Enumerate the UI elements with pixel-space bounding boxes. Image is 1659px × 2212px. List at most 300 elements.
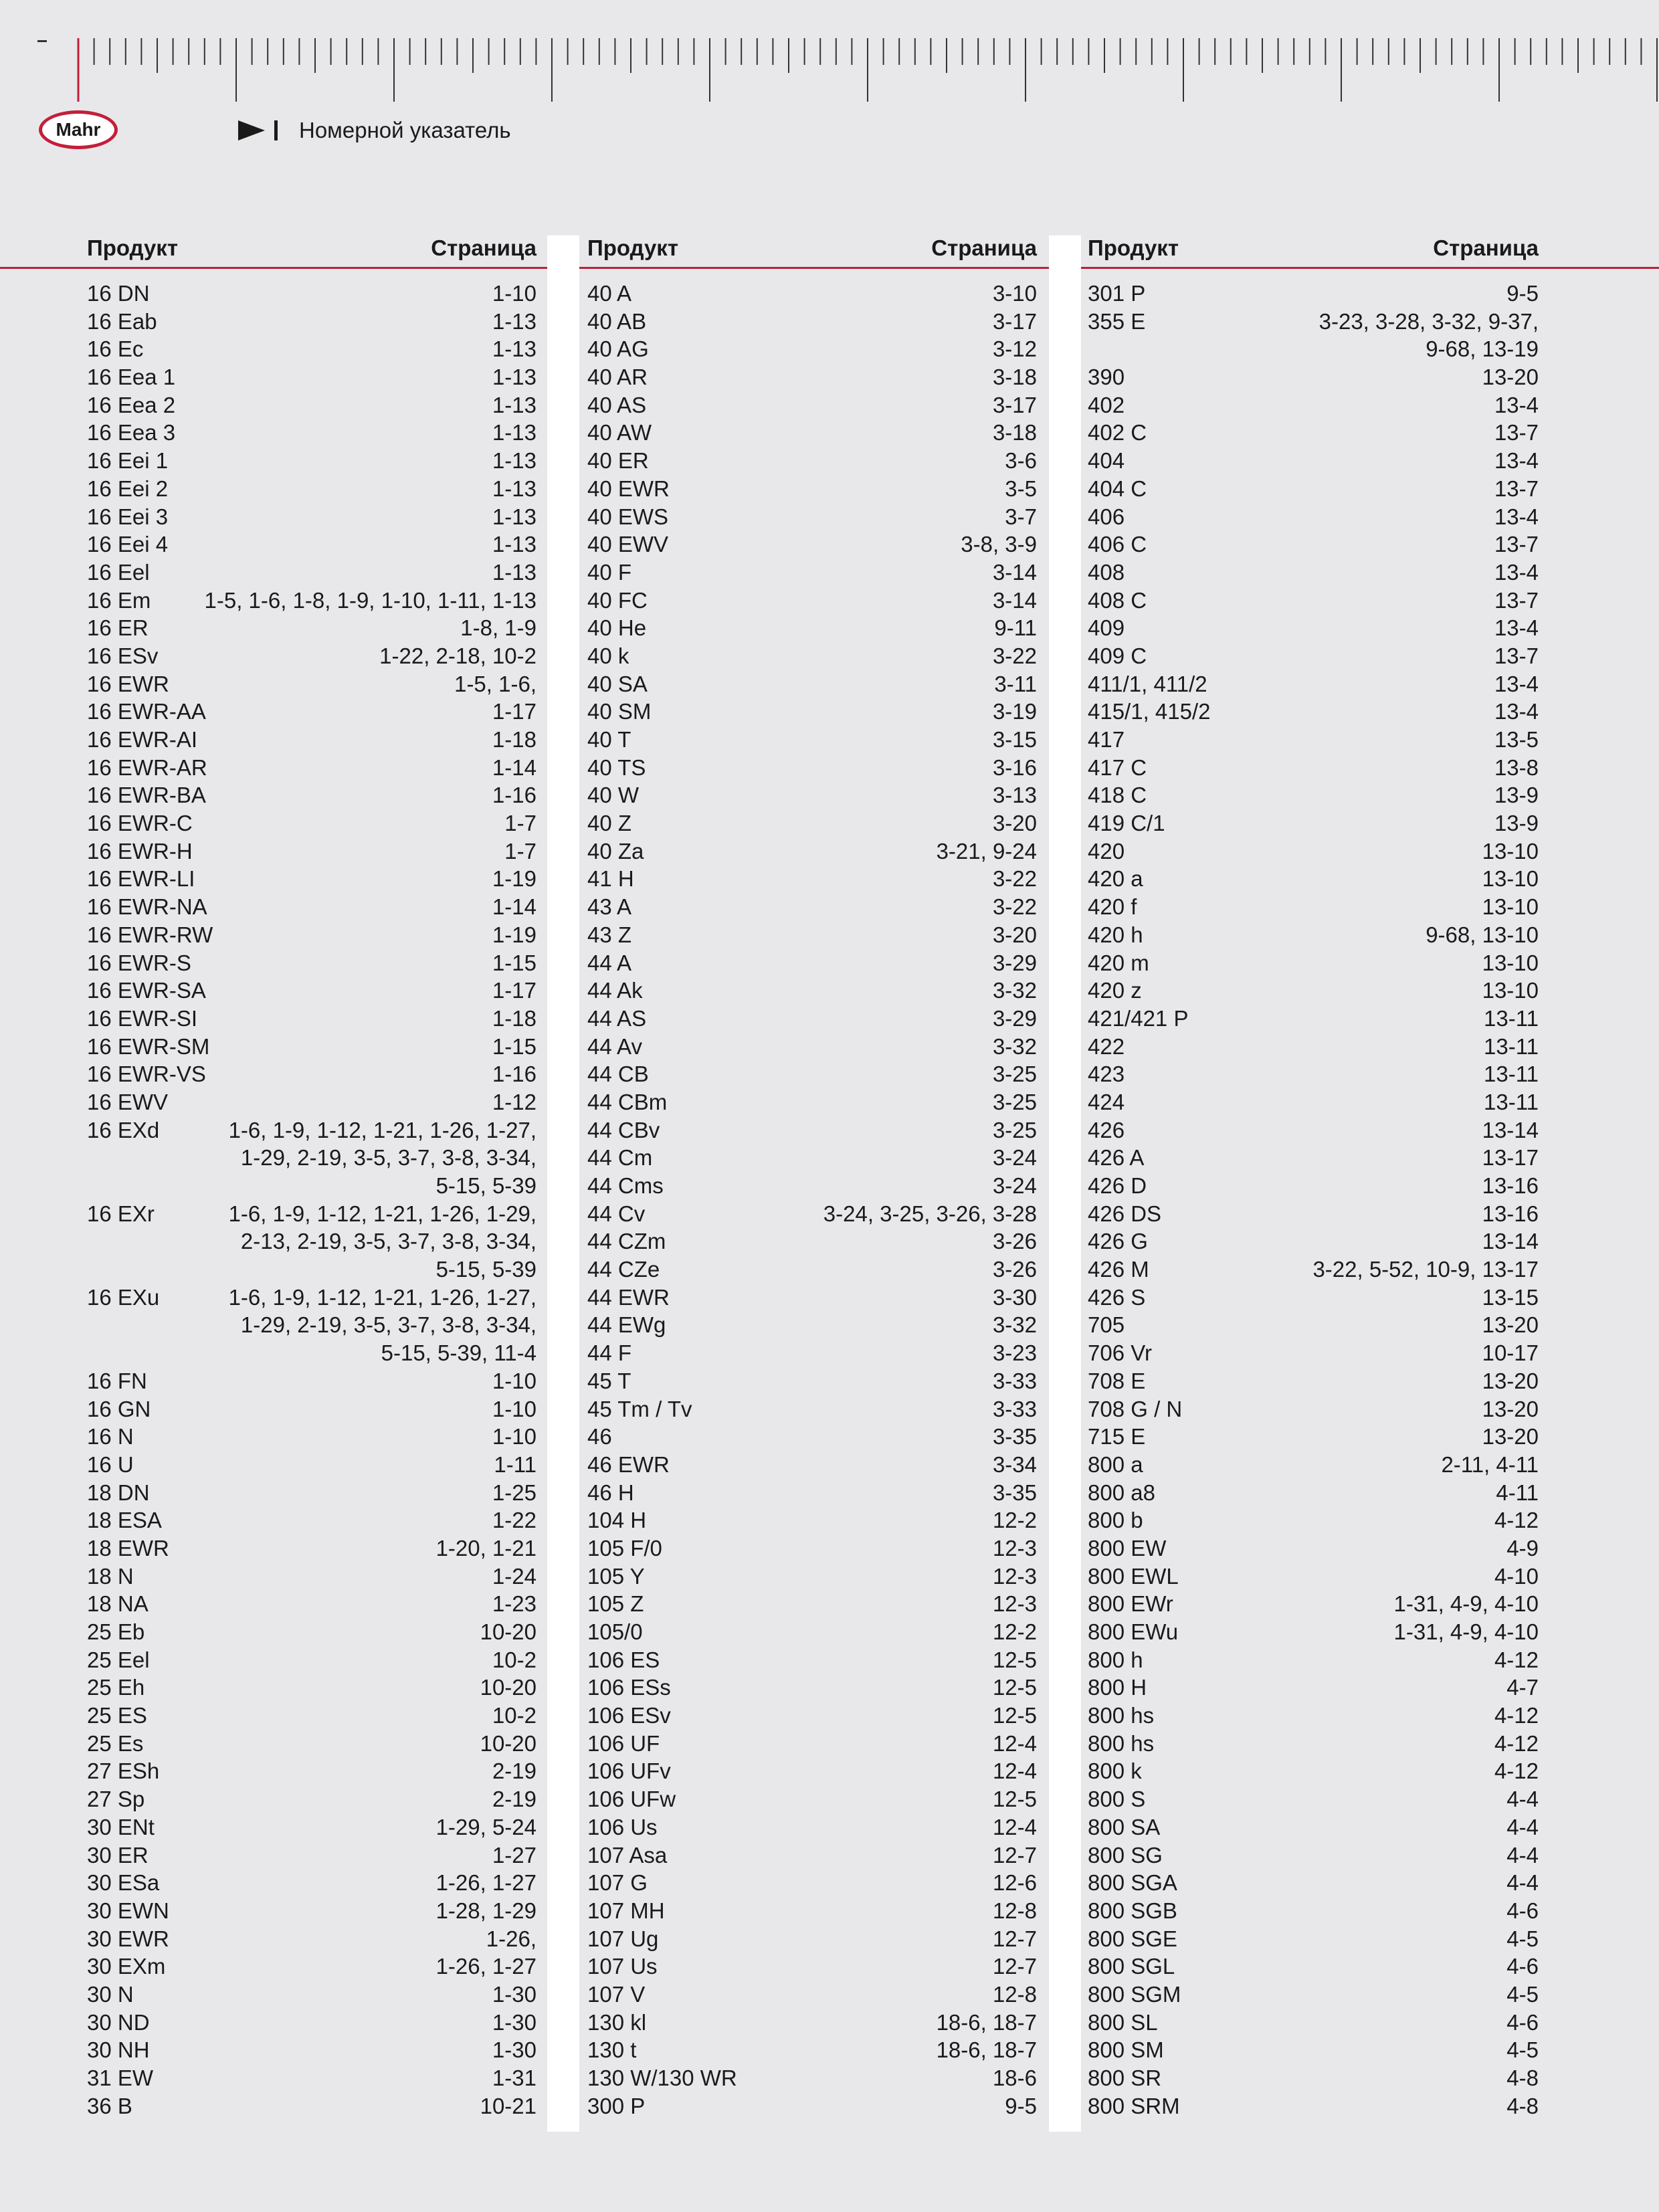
index-row — [87, 1925, 536, 1953]
product-code: 16 EWR-S — [87, 950, 191, 975]
product-code: 421/421 P — [1088, 1005, 1189, 1031]
product-code: 40 EWR — [587, 476, 670, 501]
index-row — [87, 726, 536, 754]
index-row — [87, 1200, 536, 1228]
column-header — [587, 231, 1037, 265]
index-row — [587, 670, 1037, 698]
product-code: 417 C — [1088, 755, 1147, 780]
product-code: 800 SL — [1088, 2009, 1158, 2035]
product-code: 16 U — [87, 1451, 134, 1477]
index-row — [1088, 1451, 1539, 1479]
product-code: 420 m — [1088, 950, 1149, 975]
product-code: 301 P — [1088, 281, 1146, 306]
product-code: 106 ESs — [587, 1675, 671, 1700]
product-code: 420 a — [1088, 866, 1143, 892]
product-code: 106 UF — [587, 1730, 660, 1756]
page-ref: 5-15, 5-39 — [435, 1173, 536, 1198]
page-ref: 12-4 — [992, 1758, 1037, 1784]
index-row — [1088, 1423, 1539, 1451]
index-row — [87, 1897, 536, 1925]
index-row — [587, 2036, 1037, 2064]
page-ref: 2-19 — [492, 1787, 536, 1812]
index-row — [1088, 977, 1539, 1005]
product-code: 715 E — [1088, 1424, 1146, 1449]
page-ref: 12-5 — [992, 1675, 1037, 1700]
page-ref: 12-3 — [992, 1591, 1037, 1617]
page-ref: 4-5 — [1506, 1981, 1539, 2007]
page-ref: 3-14 — [992, 587, 1037, 613]
page-ref: 1-17 — [492, 978, 536, 1003]
product-code: 419 C/1 — [1088, 811, 1165, 836]
product-code: 16 FN — [87, 1368, 147, 1393]
index-row — [587, 559, 1037, 587]
index-row — [1088, 391, 1539, 419]
column-header — [1088, 231, 1539, 265]
product-code: 16 EWR-AR — [87, 755, 207, 780]
product-code: 25 Eh — [87, 1675, 145, 1700]
page-ref: 4-4 — [1506, 1870, 1539, 1896]
page-ref: 18-6, 18-7 — [936, 2009, 1037, 2035]
page-ref: 13-20 — [1482, 1312, 1539, 1338]
product-code: 708 E — [1088, 1368, 1146, 1393]
product-code: 27 ESh — [87, 1758, 160, 1784]
index-row — [1088, 1060, 1539, 1088]
page-ref: 3-34 — [992, 1451, 1037, 1477]
page-ref: 3-6 — [1005, 448, 1037, 474]
index-row — [587, 308, 1037, 336]
page-ref: 13-4 — [1494, 699, 1539, 724]
page-ref: 13-15 — [1482, 1284, 1539, 1310]
index-row — [587, 587, 1037, 615]
page-ref: 13-4 — [1494, 671, 1539, 696]
product-code: 800 SG — [1088, 1842, 1163, 1868]
index-row — [87, 2064, 536, 2092]
index-row — [587, 1618, 1037, 1646]
page-ref: 1-6, 1-9, 1-12, 1-21, 1-26, 1-27, — [228, 1117, 536, 1142]
index-row — [87, 1060, 536, 1088]
page-ref: 1-16 — [492, 1062, 536, 1087]
product-code: 106 ES — [587, 1647, 660, 1672]
page-ref: 3-32 — [992, 1033, 1037, 1059]
page-ref: 13-11 — [1484, 1033, 1539, 1059]
index-row — [1088, 559, 1539, 587]
page-ref: 3-20 — [992, 922, 1037, 947]
index-row — [587, 1339, 1037, 1367]
index-row — [87, 698, 536, 726]
product-code: 415/1, 415/2 — [1088, 699, 1211, 724]
page-ref: 4-6 — [1506, 2009, 1539, 2035]
index-row — [87, 1702, 536, 1730]
page-ref: 9-68, 13-19 — [1426, 336, 1539, 362]
product-code: 46 — [587, 1424, 612, 1449]
page-ref: 3-33 — [992, 1368, 1037, 1393]
index-row — [1088, 1757, 1539, 1785]
page-ref: 1-14 — [492, 755, 536, 780]
index-row — [1088, 1897, 1539, 1925]
page-ref: 4-8 — [1506, 2066, 1539, 2090]
product-code: 31 EW — [87, 2066, 154, 2090]
index-row — [1088, 419, 1539, 447]
page-ref: 13-11 — [1484, 1089, 1539, 1114]
page-ref: 1-20, 1-21 — [435, 1535, 536, 1561]
page-ref: 1-30 — [492, 2037, 536, 2063]
section-title: Номерной указатель — [299, 118, 511, 142]
page-ref: 12-4 — [992, 1730, 1037, 1756]
page-ref: 4-6 — [1506, 1898, 1539, 1923]
index-row — [587, 335, 1037, 363]
index-row — [587, 1674, 1037, 1702]
page-ref: 13-7 — [1494, 420, 1539, 445]
index-row — [587, 1646, 1037, 1674]
product-code: 409 C — [1088, 643, 1147, 668]
page-ref: 13-7 — [1494, 476, 1539, 501]
page-ref: 13-16 — [1482, 1201, 1539, 1226]
product-code: 105 Z — [587, 1591, 644, 1617]
page-ref: 3-21, 9-24 — [936, 838, 1037, 864]
page-ref: 3-7 — [1005, 504, 1037, 529]
index-row — [87, 1563, 536, 1591]
page-ref: 13-4 — [1494, 448, 1539, 474]
page-ref: 12-6 — [992, 1870, 1037, 1896]
product-code: 16 EWR-H — [87, 838, 193, 864]
index-row — [1088, 893, 1539, 921]
product-code: 44 CZe — [587, 1257, 660, 1282]
index-row — [87, 475, 536, 503]
page-ref: 4-7 — [1506, 1675, 1539, 1700]
page-ref: 3-14 — [992, 559, 1037, 585]
index-row — [587, 1925, 1037, 1953]
product-code: 30 ER — [87, 1842, 149, 1868]
index-row — [87, 1590, 536, 1618]
page-ref: 3-25 — [992, 1089, 1037, 1114]
page-ref: 1-10 — [492, 1368, 536, 1393]
page-ref: 4-8 — [1506, 2093, 1539, 2118]
page-ref: 3-24, 3-25, 3-26, 3-28 — [823, 1201, 1037, 1226]
page-ref: 3-29 — [992, 950, 1037, 975]
product-code: 44 CB — [587, 1062, 649, 1087]
index-rows — [1088, 280, 1539, 2120]
index-row — [1088, 1172, 1539, 1200]
index-row — [587, 977, 1037, 1005]
product-code: 800 SRM — [1088, 2093, 1180, 2118]
page-header: Страница — [1433, 235, 1539, 260]
index-column-1 — [87, 231, 536, 2118]
index-row — [87, 1395, 536, 1423]
product-code: 800 EW — [1088, 1535, 1167, 1561]
page-ref: 3-17 — [992, 392, 1037, 417]
index-row — [1088, 2092, 1539, 2120]
page-ref: 12-5 — [992, 1787, 1037, 1812]
index-row — [1088, 280, 1539, 308]
index-row — [87, 809, 536, 837]
index-row — [87, 391, 536, 419]
index-row — [1088, 1033, 1539, 1061]
product-code: 800 SGL — [1088, 1954, 1175, 1979]
index-row — [1088, 1284, 1539, 1312]
column-header — [87, 231, 536, 265]
index-row — [87, 781, 536, 809]
index-row — [587, 614, 1037, 642]
index-row — [87, 2092, 536, 2120]
product-code: 30 EWN — [87, 1898, 169, 1923]
page-ref: 12-4 — [992, 1814, 1037, 1839]
product-code: 40 SA — [587, 671, 648, 696]
page-ref: 3-35 — [992, 1480, 1037, 1505]
product-code: 355 E — [1088, 308, 1146, 334]
product-code: 420 h — [1088, 922, 1143, 947]
product-code: 800 SGA — [1088, 1870, 1177, 1896]
product-code: 30 N — [87, 1981, 134, 2007]
page-ref: 1-18 — [492, 727, 536, 752]
product-code: 44 Ak — [587, 978, 643, 1003]
index-row — [87, 1981, 536, 2009]
index-row — [1088, 1339, 1539, 1367]
index-row — [1088, 1395, 1539, 1423]
index-row — [587, 1395, 1037, 1423]
product-code: 44 Cm — [587, 1145, 653, 1171]
index-row — [1088, 363, 1539, 391]
index-row — [1088, 1590, 1539, 1618]
page-ref: 3-33 — [992, 1396, 1037, 1421]
index-row — [587, 1116, 1037, 1144]
page-ref: 3-24 — [992, 1145, 1037, 1171]
page-ref: 1-22 — [492, 1508, 536, 1533]
index-row — [1088, 837, 1539, 866]
product-code: 800 H — [1088, 1675, 1147, 1700]
section-header — [238, 114, 511, 147]
index-row — [1088, 1674, 1539, 1702]
product-code: 18 DN — [87, 1480, 150, 1505]
product-code: 16 Eei 3 — [87, 504, 169, 529]
index-row — [87, 1144, 536, 1172]
page-ref: 1-8, 1-9 — [460, 615, 536, 641]
index-row — [1088, 809, 1539, 837]
page-ref: 1-5, 1-6, — [454, 671, 536, 696]
product-code: 40 AG — [587, 336, 649, 362]
index-row — [587, 1423, 1037, 1451]
page-ref: 4-4 — [1506, 1842, 1539, 1868]
product-code: 426 A — [1088, 1145, 1145, 1171]
index-row — [87, 670, 536, 698]
product-code: 44 CBm — [587, 1089, 668, 1114]
product-code: 18 ESA — [87, 1508, 162, 1533]
page-ref: 4-12 — [1494, 1703, 1539, 1728]
index-row — [87, 1116, 536, 1144]
index-row — [87, 865, 536, 893]
product-code: 16 GN — [87, 1396, 151, 1421]
page-ref: 13-14 — [1482, 1117, 1539, 1142]
page-ref: 13-10 — [1482, 978, 1539, 1003]
index-row — [1088, 1925, 1539, 1953]
product-code: 40 EWS — [587, 504, 669, 529]
page-ref: 10-17 — [1482, 1340, 1539, 1366]
page-ref: 1-25 — [492, 1480, 536, 1505]
page-ref: 13-20 — [1482, 1424, 1539, 1449]
page-ref: 4-4 — [1506, 1787, 1539, 1812]
page-ref: 1-6, 1-9, 1-12, 1-21, 1-26, 1-29, — [228, 1201, 536, 1226]
page-ref: 3-26 — [992, 1229, 1037, 1254]
index-row — [1088, 503, 1539, 531]
index-row — [587, 1534, 1037, 1563]
page-ref: 1-15 — [492, 950, 536, 975]
product-code: 408 C — [1088, 587, 1147, 613]
page-ref: 12-7 — [992, 1926, 1037, 1951]
page-ref: 1-13 — [492, 336, 536, 362]
index-row — [587, 949, 1037, 977]
page-ref: 9-68, 13-10 — [1426, 922, 1539, 947]
product-code: 424 — [1088, 1089, 1125, 1114]
page-ref: 3-13 — [992, 783, 1037, 808]
product-code: 404 C — [1088, 476, 1147, 501]
index-row — [87, 754, 536, 782]
page-ref: 1-19 — [492, 866, 536, 892]
index-row — [87, 921, 536, 949]
product-code: 426 G — [1088, 1229, 1148, 1254]
column-separator-2 — [1049, 235, 1081, 2132]
page-ref: 12-8 — [992, 1981, 1037, 2007]
index-row — [87, 1841, 536, 1870]
index-row — [1088, 1981, 1539, 2009]
index-row — [1088, 1869, 1539, 1897]
index-rows — [87, 280, 536, 2120]
page-ref: 4-12 — [1494, 1730, 1539, 1756]
index-row — [1088, 447, 1539, 475]
product-code: 16 Eea 3 — [87, 420, 176, 445]
page-ref: 3-16 — [992, 755, 1037, 780]
page-ref: 12-8 — [992, 1898, 1037, 1923]
index-row — [1088, 1813, 1539, 1841]
index-row — [587, 1563, 1037, 1591]
page-ref: 12-7 — [992, 1954, 1037, 1979]
product-code: 30 EXm — [87, 1954, 166, 1979]
product-code: 800 EWL — [1088, 1563, 1179, 1589]
product-code: 46 EWR — [587, 1451, 670, 1477]
index-row — [587, 642, 1037, 670]
product-code: 800 S — [1088, 1787, 1146, 1812]
product-code: 16 Ec — [87, 336, 144, 362]
product-code: 44 Cv — [587, 1201, 646, 1226]
index-row — [587, 809, 1037, 837]
product-code: 800 hs — [1088, 1730, 1155, 1756]
page-ref: 3-32 — [992, 1312, 1037, 1338]
index-row — [87, 1451, 536, 1479]
page-ref: 1-29, 2-19, 3-5, 3-7, 3-8, 3-34, — [240, 1312, 536, 1338]
page-ref: 5-15, 5-39, 11-4 — [381, 1340, 536, 1366]
page-ref: 4-6 — [1506, 1954, 1539, 1979]
product-code: 800 a — [1088, 1451, 1143, 1477]
index-row — [587, 921, 1037, 949]
index-row — [1088, 1088, 1539, 1116]
index-row — [1088, 1479, 1539, 1507]
product-code: 107 Ug — [587, 1926, 659, 1951]
header-rule — [0, 267, 1659, 269]
product-code: 107 V — [587, 1981, 646, 2007]
product-code: 40 Za — [587, 838, 644, 864]
product-code: 800 EWr — [1088, 1591, 1173, 1617]
product-code: 16 Eei 2 — [87, 476, 169, 501]
page-ref: 1-30 — [492, 1981, 536, 2007]
index-row — [87, 308, 536, 336]
product-code: 423 — [1088, 1062, 1125, 1087]
product-code: 705 — [1088, 1312, 1125, 1338]
page-ref: 13-7 — [1494, 643, 1539, 668]
page-ref: 12-5 — [992, 1703, 1037, 1728]
product-code: 16 Eea 1 — [87, 365, 176, 390]
page-ref: 13-20 — [1482, 365, 1539, 390]
index-row — [587, 1227, 1037, 1255]
product-code: 30 ENt — [87, 1814, 155, 1839]
product-code: 43 A — [587, 894, 632, 920]
product-code: 406 C — [1088, 532, 1147, 557]
product-header: Продукт — [87, 235, 178, 260]
page-ref: 3-22 — [992, 894, 1037, 920]
index-row — [587, 363, 1037, 391]
product-code: 106 UFv — [587, 1758, 671, 1784]
product-code: 44 Av — [587, 1033, 642, 1059]
page-ref: 13-4 — [1494, 504, 1539, 529]
page-ref: 2-11, 4-11 — [1441, 1451, 1539, 1477]
index-row — [87, 1284, 536, 1312]
index-row — [87, 503, 536, 531]
index-rows — [587, 280, 1037, 2120]
page-ref: 10-21 — [480, 2093, 536, 2118]
product-code: 16 EWR-RW — [87, 922, 213, 947]
page-ref: 1-14 — [492, 894, 536, 920]
index-row — [1088, 949, 1539, 977]
product-code: 420 z — [1088, 978, 1142, 1003]
index-row — [1088, 475, 1539, 503]
index-row — [1088, 1200, 1539, 1228]
page-ref: 3-19 — [992, 699, 1037, 724]
page-ref: 1-7 — [504, 838, 536, 864]
index-row — [587, 1200, 1037, 1228]
product-code: 16 Eel — [87, 559, 150, 585]
product-code: 16 EXd — [87, 1117, 160, 1142]
index-row — [587, 447, 1037, 475]
page-ref: 13-17 — [1482, 1145, 1539, 1171]
index-row — [587, 1841, 1037, 1870]
product-code: 104 H — [587, 1508, 647, 1533]
index-row — [587, 1451, 1037, 1479]
page-ref: 1-12 — [492, 1089, 536, 1114]
index-row — [1088, 1563, 1539, 1591]
page-ref: 3-15 — [992, 727, 1037, 752]
page-ref: 1-16 — [492, 783, 536, 808]
index-row — [1088, 1367, 1539, 1395]
page-ref: 1-24 — [492, 1563, 536, 1589]
index-row — [87, 949, 536, 977]
product-code: 800 SGE — [1088, 1926, 1177, 1951]
index-row — [587, 1255, 1037, 1284]
index-row — [587, 2092, 1037, 2120]
index-row — [587, 754, 1037, 782]
index-row — [1088, 2036, 1539, 2064]
index-row — [87, 1311, 536, 1339]
ruler-scale — [77, 37, 1659, 104]
index-row — [1088, 2064, 1539, 2092]
product-code: 40 W — [587, 783, 640, 808]
page-ref: 9-5 — [1506, 281, 1539, 306]
product-code: 36 B — [87, 2093, 132, 2118]
page-ref: 13-10 — [1482, 866, 1539, 892]
page-ref: 1-13 — [492, 559, 536, 585]
product-code: 106 Us — [587, 1814, 658, 1839]
index-row — [587, 1730, 1037, 1758]
page-ref: 4-4 — [1506, 1814, 1539, 1839]
product-code: 800 k — [1088, 1758, 1142, 1784]
product-code: 44 EWR — [587, 1284, 670, 1310]
page-ref: 1-26, 1-27 — [435, 1870, 536, 1896]
